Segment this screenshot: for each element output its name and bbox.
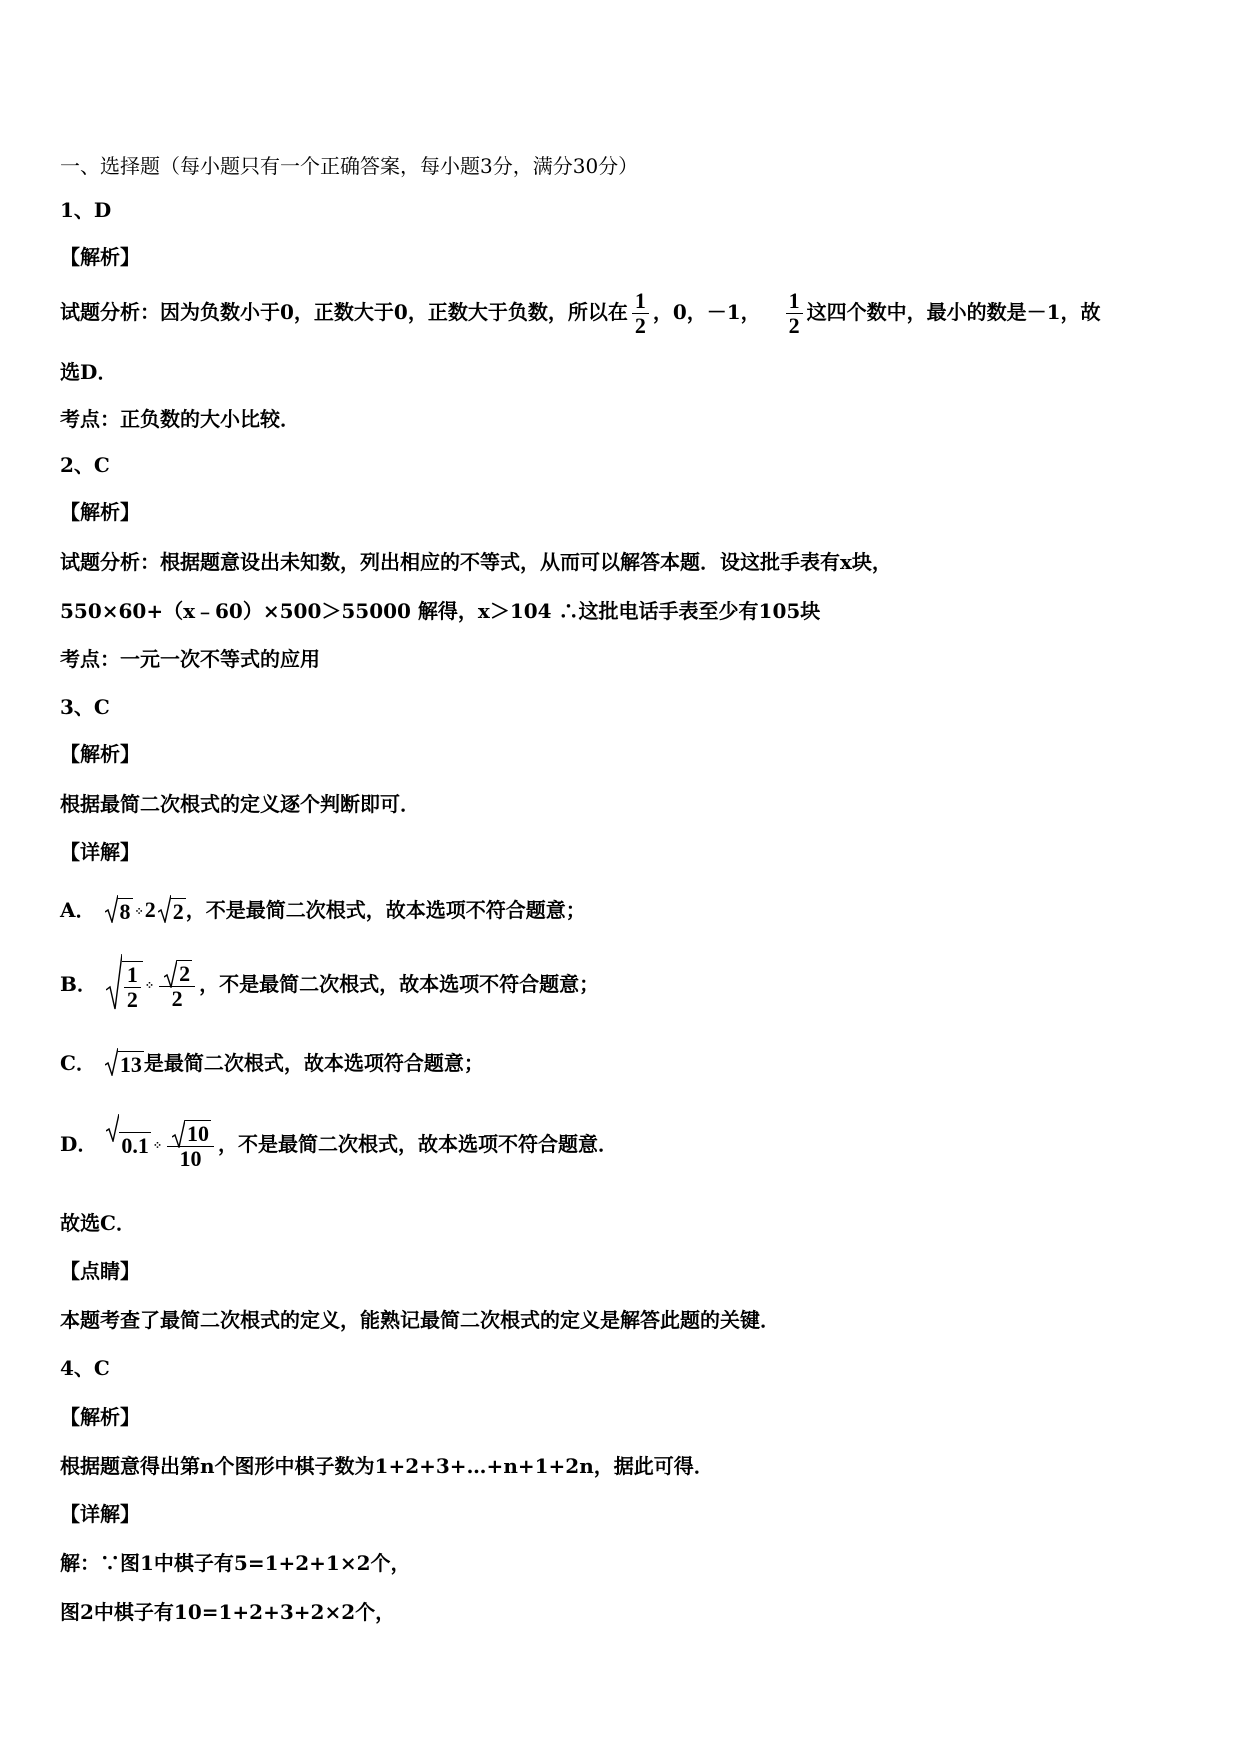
q1-analysis-cont: 选D． [60, 360, 118, 384]
q2-point: 考点：一元一次不等式的应用 [60, 647, 320, 671]
q3-option-d: D． 0.1 ⁘ $\frac{10}{10}$ ，不是最简二次根式，故本选项不符合题意． [60, 1112, 618, 1178]
section-title: 一、选择题（每小题只有一个正确答案，每小题3分，满分30分） [60, 154, 639, 178]
q3-answer: 3、C [60, 695, 110, 719]
q1-frac-half-2: $\frac{1}{2}$ [786, 289, 803, 338]
q4-line1: 解：∵图1中棋子有5=1+2+1×2个， [60, 1551, 411, 1575]
q2-analysis-tag: 【解析】 [60, 500, 140, 524]
q4-analysis: 根据题意得出第n个图形中棋子数为1+2+3+…+n+1+2n，据此可得． [60, 1454, 714, 1478]
sqrt-c: 13 [105, 1048, 144, 1082]
equals-dots: ⁘ [152, 1138, 162, 1152]
q3-detail-tag: 【详解】 [60, 840, 140, 864]
q4-analysis-tag: 【解析】 [60, 1405, 140, 1429]
q1-analysis: 试题分析：因为负数小于0，正数大于0，正数大于负数，所以在 $\frac{1}{2}$ ，0，－1， $\frac{1}{2}$ 这四个数中，最小的数是－1，故 [60, 288, 1101, 338]
q3-option-a: A． 8 ⁘2 2 ，不是最简二次根式，故本选项不符合题意； [60, 893, 586, 929]
q1-point: 考点：正负数的大小比较． [60, 407, 300, 431]
q2-calc: 550×60+（x﹣60）×500＞55000 解得，x＞104 ∴这批电话手表至少有105块 [60, 599, 821, 623]
equals-dots: ⁘ [144, 978, 154, 992]
q4-line2: 图2中棋子有10=1+2+3+2×2个， [60, 1600, 396, 1624]
q4-detail-tag: 【详解】 [60, 1502, 140, 1526]
q3-conclusion: 故选C． [60, 1211, 136, 1235]
q3-analysis-tag: 【解析】 [60, 742, 140, 766]
frac-d: $\frac{10}{10}$ [167, 1120, 214, 1172]
q3-comment-tag: 【点睛】 [60, 1259, 140, 1283]
sqrt-a2: 2 [158, 895, 186, 929]
q2-analysis: 试题分析：根据题意设出未知数，列出相应的不等式，从而可以解答本题．设这批手表有x块， [60, 550, 892, 574]
sqrt-a: 8 [105, 895, 133, 929]
q1-answer: 1、D [60, 198, 112, 222]
q1-analysis-tag: 【解析】 [60, 245, 140, 269]
frac-b: $\frac{2}{2}$ [159, 960, 195, 1012]
sqrt-d: 0.1 [106, 1114, 151, 1178]
equals-dots: ⁘ [134, 904, 143, 918]
q3-option-b: B． $\frac{1}{2}$ ⁘ $\frac{2}{2}$ ，不是最简二次根式，故本选项不符合题意； [60, 952, 599, 1018]
q3-option-c: C． 13 是最简二次根式，故本选项符合题意； [60, 1046, 484, 1082]
q1-frac-half: $\frac{1}{2}$ [632, 289, 649, 338]
q3-analysis: 根据最简二次根式的定义逐个判断即可． [60, 792, 420, 816]
q3-comment: 本题考查了最简二次根式的定义，能熟记最简二次根式的定义是解答此题的关键． [60, 1308, 780, 1332]
sqrt-b: $\frac{1}{2}$ [106, 954, 143, 1018]
q4-answer: 4、C [60, 1356, 110, 1380]
q2-answer: 2、C [60, 453, 110, 477]
